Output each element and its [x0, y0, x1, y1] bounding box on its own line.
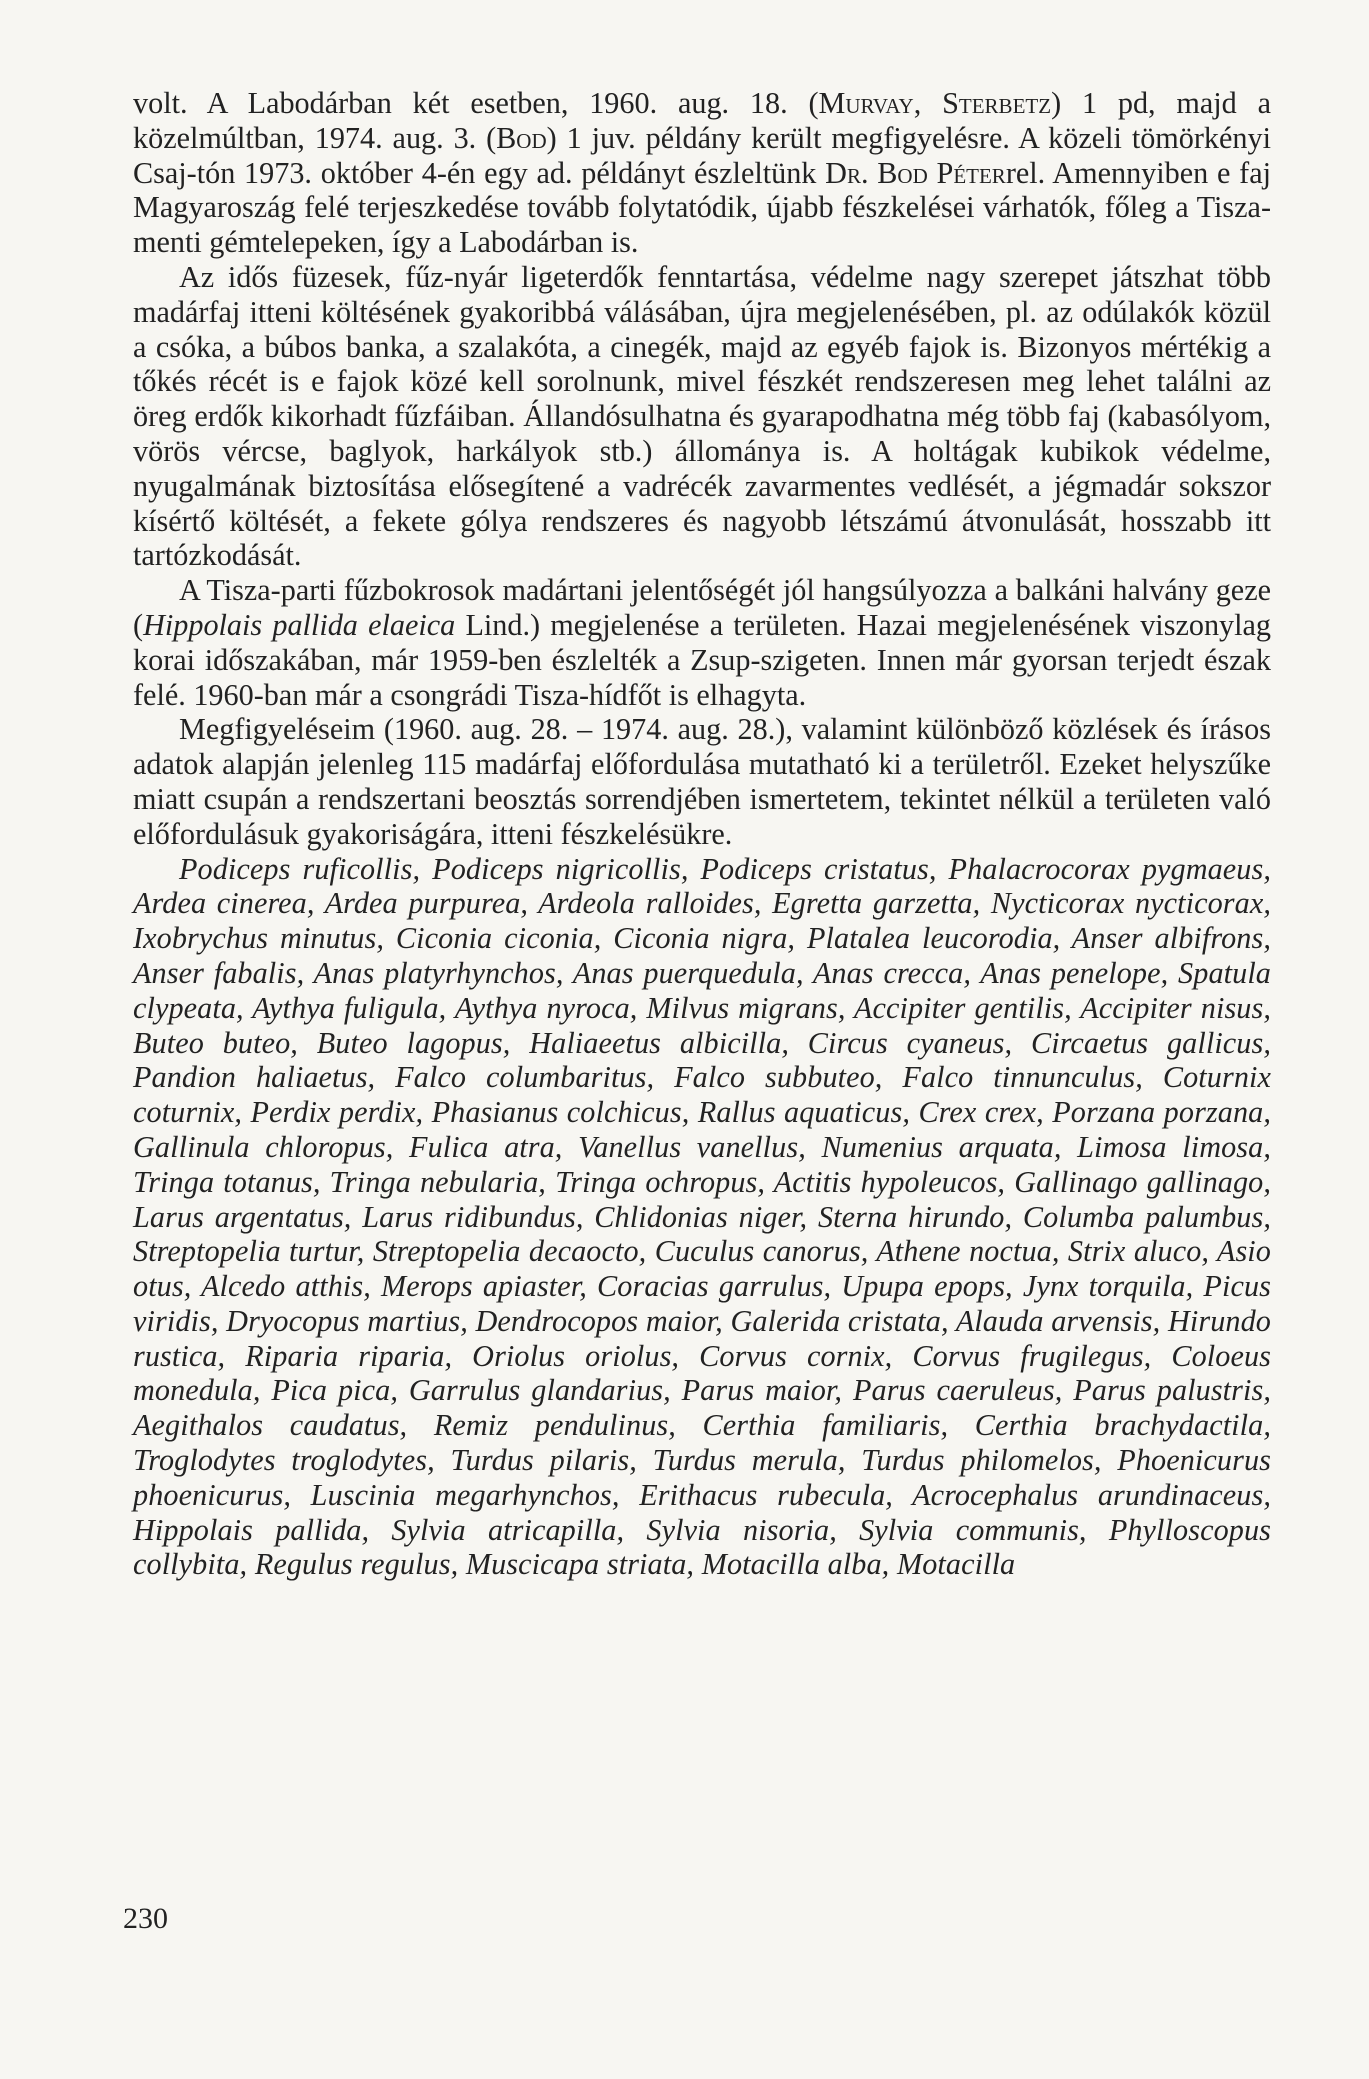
author-name: Dr. Bod Péter [825, 155, 1006, 190]
paragraph-4: Megfigyeléseim (1960. aug. 28. – 1974. aug. 28.), valamint különböző közlések és írásos adatok alapján jelenleg 115 madárfaj előfordulása mutatható ki a területről. Ezeket helyszűke miatt csupán a rendszertani beosztás sorrendjében ismertetem, tekintet nélkül a területen való előfordulásuk gyakoriságára, itteni fészkelésükre. [133, 712, 1271, 851]
text-run: ) 1 juv. példány került megfigyelésre. A közeli tömörkényi Csaj-tón 1973. október 4-én egy ad. példányt észleltünk [133, 120, 1271, 190]
text-run: volt. A Labodárban két esetben, 1960. aug. 18. ( [133, 86, 819, 120]
author-name: Murvay [818, 86, 914, 120]
page-body [133, 86, 1271, 1582]
author-name: Bod [496, 120, 547, 155]
text-run: , [913, 86, 943, 120]
species-list: Podiceps ruficollis, Podiceps nigricollis, Podiceps cristatus, Phalacrocorax pygmaeus, Ardea cinerea, Ardea purpurea, Ardeola ralloides, Egretta garzetta, Nycticorax nycticorax, Ixobrychus minutus, Ciconia ciconia, Ciconia nigra, Platalea leucorodia, Anser albifrons, Anser fabalis, Anas platyrhynchos, Anas puerquedula, Anas crecca, Anas penelope, Spatula clypeata, Aythya fuligula, Aythya nyroca, Milvus migrans, Accipiter gentilis, Accipiter nisus, Buteo buteo, Buteo lagopus, Haliaeetus albicilla, Circus cyaneus, Circaetus gallicus, Pandion haliaetus, Falco columbaritus, Falco subbuteo, Falco tinnunculus, Coturnix coturnix, Perdix perdix, Phasianus colchicus, Rallus aquaticus, Crex crex, Porzana porzana, Gallinula chloropus, Fulica atra, Vanellus vanellus, Numenius arquata, Limosa limosa, Tringa totanus, Tringa nebularia, Tringa ochropus, Actitis hypoleucos, Gallinago gallinago, Larus argentatus, Larus ridibundus, Chlidonias niger, Sterna hirundo, Columba palumbus, Streptopelia turtur, Streptopelia decaocto, Cuculus canorus, Athene noctua, Strix aluco, Asio otus, Alcedo atthis, Merops apiaster, Coracias garrulus, Upupa epops, Jynx torquila, Picus viridis, Dryocopus martius, Dendrocopos maior, Galerida cristata, Alauda arvensis, Hirundo rustica, Riparia riparia, Oriolus oriolus, Corvus cornix, Corvus frugilegus, Coloeus monedula, Pica pica, Garrulus glandarius, Parus maior, Parus caeruleus, Parus palustris, Aegithalos caudatus, Remiz pendulinus, Certhia familiaris, Certhia brachydactila, Troglodytes troglodytes, Turdus pilaris, Turdus merula, Turdus philomelos, Phoenicurus phoenicurus, Luscinia megarhynchos, Erithacus rubecula, Acrocephalus arundinaceus, Hippolais pallida, Sylvia atricapilla, Sylvia nisoria, Sylvia communis, Phylloscopus collybita, Regulus regulus, Muscicapa striata, Motacilla alba, Motacilla [133, 851, 1271, 1582]
species-name: Hippolais pallida elaeica [143, 607, 456, 642]
page-number: 230 [123, 1902, 168, 1935]
author-name: Sterbetz [942, 86, 1052, 120]
text-run: A Tisza-parti fűzbokrosok madártani jelentőségét jól hangsúlyozza a balkáni halvány geze ( [133, 573, 1271, 642]
text-run: ) 1 pd, majd a közelmúltban, 1974. aug. 3. ( [133, 86, 1272, 155]
paragraph-2: Az idős füzesek, fűz-nyár ligeterdők fenntartása, védelme nagy szerepet játszhat több madárfaj itteni költésének gyakoribbá válásában, újra megjelenésében, pl. az odúlakók közül a csóka, a búbos banka, a szalakóta, a cinegék, majd az egyéb fajok is. Bizonyos mértékig a tőkés récét is e fajok közé kell sorolnunk, mivel fészkét rendszeresen meg lehet találni az öreg erdők kikorhadt fűzfáiban. Állandósulhatna és gyarapodhatna még több faj (kabasólyom, vörös vércse, baglyok, harkályok stb.) állománya is. A holtágak kubikok védelme, nyugalmának biztosítása elősegítené a vadrécék zavarmentes vedlését, a jégmadár sokszor kísértő költését, a fekete gólya rendszeres és nagyobb létszámú átvonulását, hosszabb itt tartózkodását. [133, 259, 1271, 573]
paragraph-1 [133, 86, 1271, 260]
text-run: rel. Amennyiben e faj Magyaroszág felé terjeszkedése tovább folytatódik, újabb fészkelései várhatók, főleg a Tisza-menti gémtelepeken, így a Labodárban is. [133, 155, 1272, 260]
text-run: Lind.) megjelenése a területen. Hazai megjelenésének viszonylag korai időszakában, már 1959-ben észlelték a Zsup-szigeten. Innen már gyorsan terjedt észak felé. 1960-ban már a csongrádi Tisza-hídfőt is elhagyta. [133, 607, 1272, 712]
paragraph-3 [133, 573, 1271, 712]
